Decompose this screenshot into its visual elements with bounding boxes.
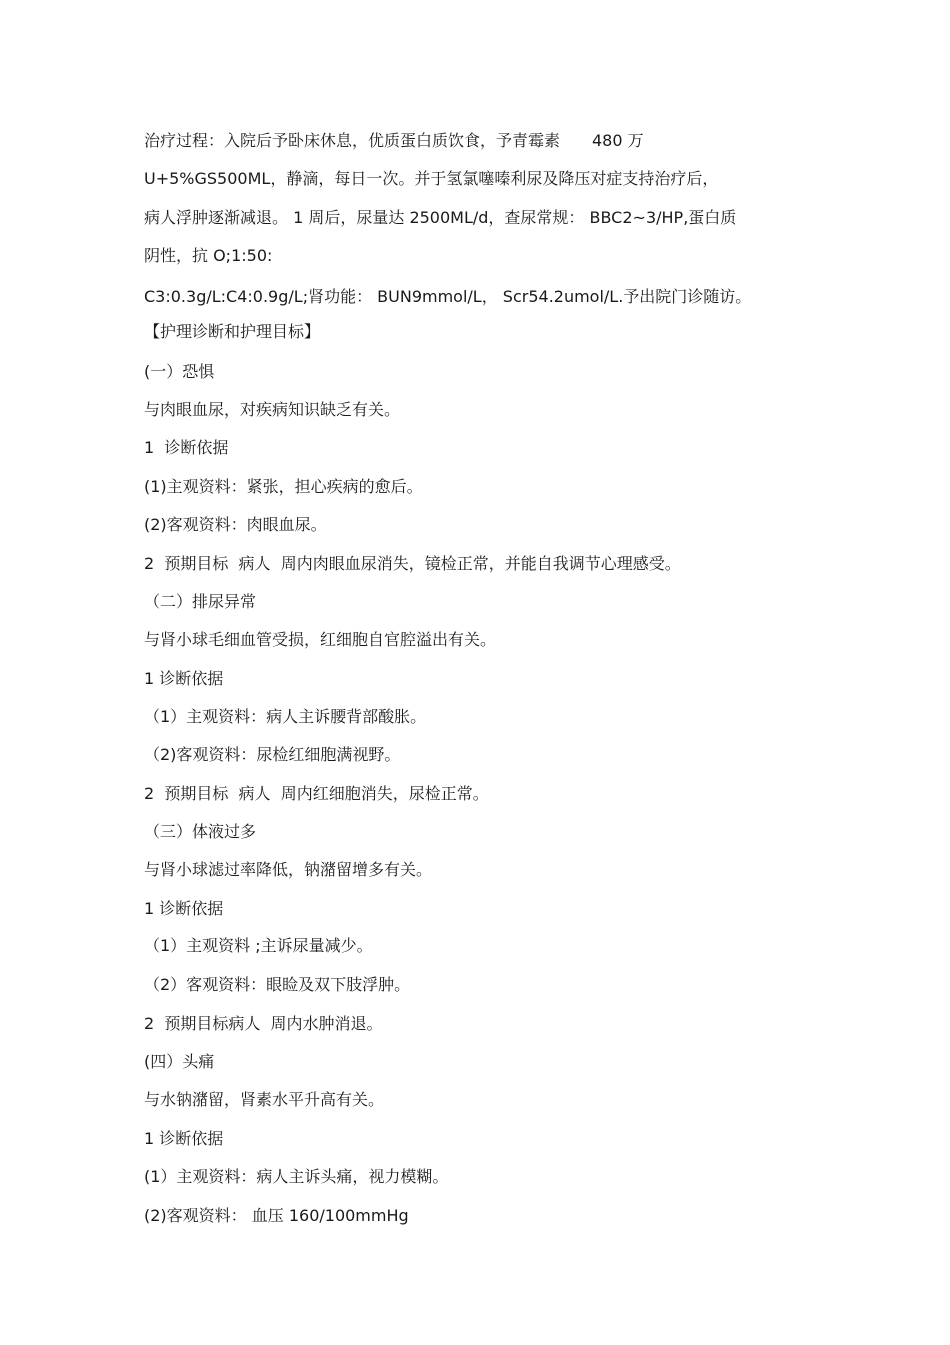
text-line: （2)客观资料：尿检红细胞满视野。 [144, 745, 401, 764]
text-line: （2）客观资料：眼睑及双下肢浮肿。 [144, 975, 411, 994]
text-line: U+5%GS500ML，静滴，每日一次。并于氢氯噻嗪利尿及降压对症支持治疗后， [144, 169, 719, 188]
subsection-heading: （三）体液过多 [144, 822, 257, 841]
text-line: 2 预期目标 病人 周内红细胞消失，尿检正常。 [144, 784, 489, 803]
text-line: 2 预期目标 病人 周内肉眼血尿消失，镜检正常，并能自我调节心理感受。 [144, 554, 681, 573]
text-line: 2 预期目标病人 周内水肿消退。 [144, 1014, 383, 1033]
text-line: (2)客观资料： 血压 160/100mmHg [144, 1206, 409, 1225]
subsection-heading: (四）头痛 [144, 1052, 215, 1071]
text-line: (2)客观资料：肉眼血尿。 [144, 515, 327, 534]
text-line: 与肾小球毛细血管受损，红细胞自官腔溢出有关。 [144, 630, 497, 649]
text-line: 1 诊断依据 [144, 669, 224, 688]
text-line: 与肉眼血尿，对疾病知识缺乏有关。 [144, 400, 401, 419]
section-heading: 【护理诊断和护理目标】 [144, 322, 321, 341]
text-line: 1 诊断依据 [144, 438, 229, 457]
text-line: 1 诊断依据 [144, 899, 224, 918]
text-line: （1）主观资料：病人主诉腰背部酸胀。 [144, 707, 427, 726]
text-line: (1）主观资料：病人主诉头痛，视力模糊。 [144, 1167, 449, 1186]
text-line: 与水钠潴留，肾素水平升高有关。 [144, 1090, 385, 1109]
text-line: 病人浮肿逐渐减退。 1 周后，尿量达 2500ML/d，查尿常规： BBC2~3/HP,蛋白质 [144, 208, 737, 227]
text-line: 与肾小球滤过率降低，钠潴留增多有关。 [144, 860, 433, 879]
text-line: （1）主观资料 ;主诉尿量减少。 [144, 936, 373, 955]
text-line: 1 诊断依据 [144, 1129, 224, 1148]
text-line: 治疗过程：入院后予卧床休息，优质蛋白质饮食，予青霉素 480 万 [144, 131, 644, 150]
subsection-heading: (一）恐惧 [144, 362, 215, 381]
text-line: C3:0.3g/L:C4:0.9g/L;肾功能： BUN9mmol/L， Scr54.2umol/L.予出院门诊随访。 [144, 287, 752, 306]
text-line: 阴性，抗 O;1:50: [144, 246, 273, 265]
text-line: (1)主观资料：紧张，担心疾病的愈后。 [144, 477, 423, 496]
subsection-heading: （二）排尿异常 [144, 592, 257, 611]
